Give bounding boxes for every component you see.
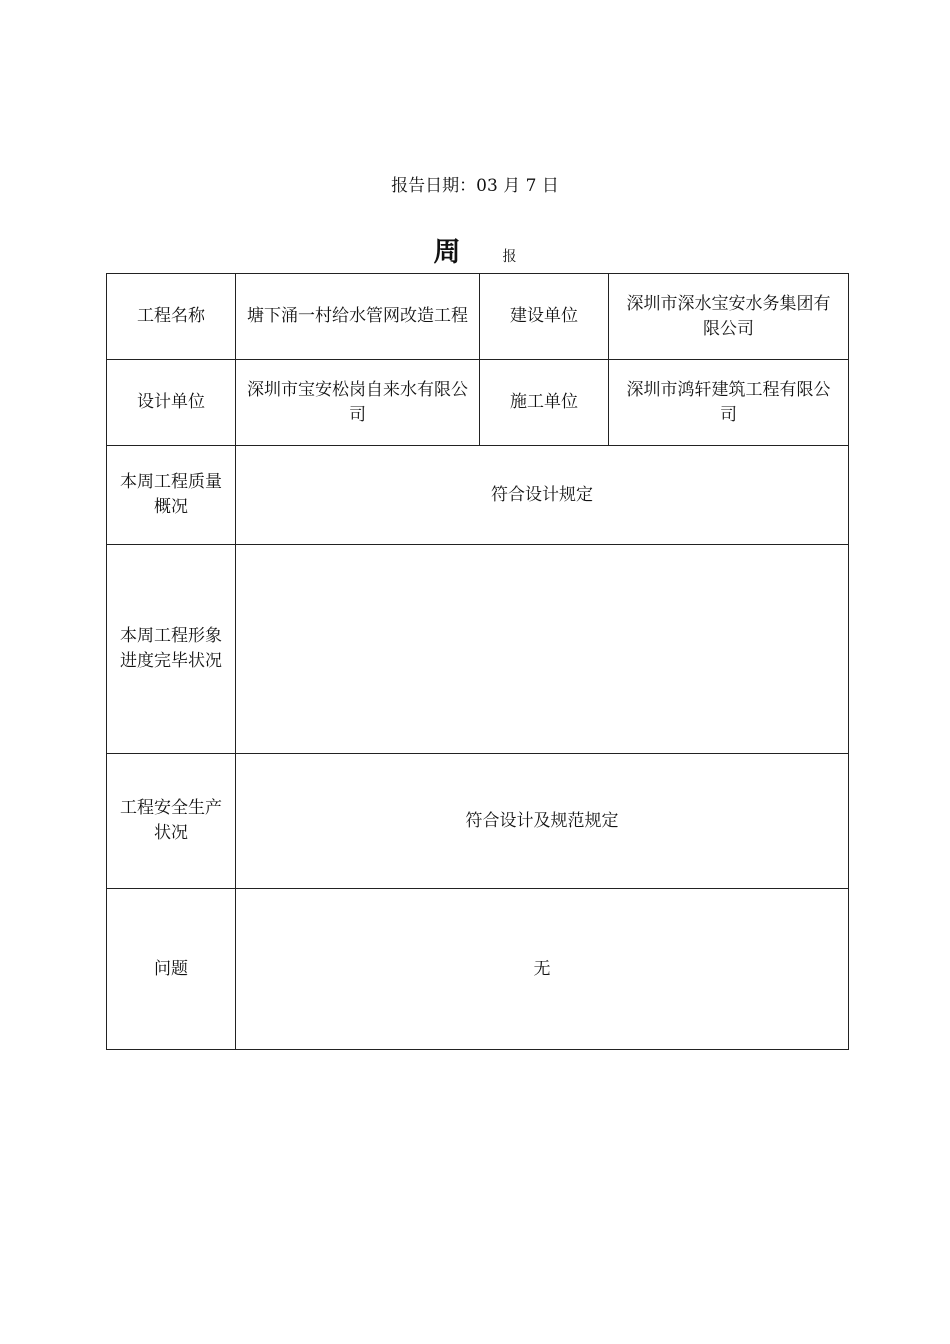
title-main: 周 [433,237,461,268]
contractor-label: 施工单位 [480,360,609,446]
builder-value: 深圳市深水宝安水务集团有限公司 [609,274,849,360]
weekly-report-table [106,273,849,1050]
designer-value: 深圳市宝安松岗自来水有限公司 [236,360,480,446]
quality-label: 本周工程质量概况 [107,446,236,545]
project-name-label: 工程名称 [107,274,236,360]
issues-label: 问题 [107,889,236,1050]
report-date: 报告日期：03 月 7 日 [391,176,559,196]
table-row [107,545,849,754]
progress-value [236,545,849,754]
table-row [107,360,849,446]
builder-label: 建设单位 [480,274,609,360]
table-row [107,446,849,545]
contractor-value: 深圳市鸿轩建筑工程有限公司 [609,360,849,446]
project-name-value: 塘下涌一村给水管网改造工程 [236,274,480,360]
title-sub: 报 [502,249,517,265]
issues-value: 无 [236,889,849,1050]
safety-value: 符合设计及规范规定 [236,754,849,889]
table-row [107,274,849,360]
safety-label: 工程安全生产状况 [107,754,236,889]
table-row [107,889,849,1050]
report-title [0,230,950,269]
table-row [107,754,849,889]
designer-label: 设计单位 [107,360,236,446]
quality-value: 符合设计规定 [236,446,849,545]
progress-label: 本周工程形象进度完毕状况 [107,545,236,754]
